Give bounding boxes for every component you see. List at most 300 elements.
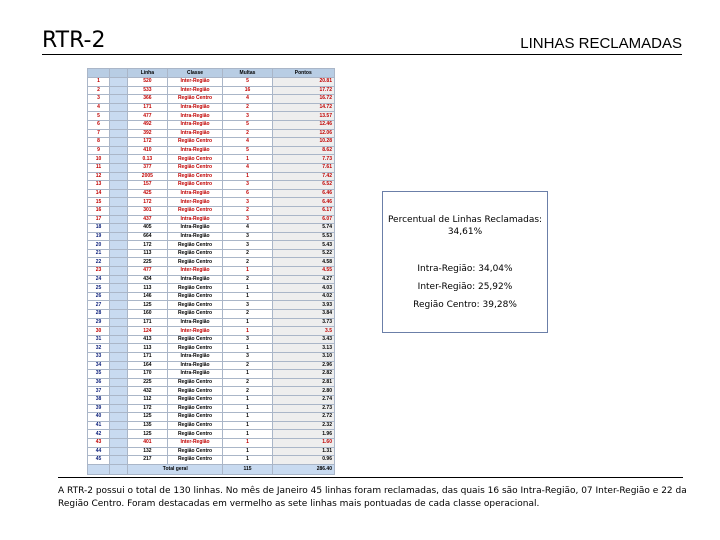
row-linha: 664 bbox=[128, 232, 168, 241]
row-multas: 3 bbox=[223, 301, 272, 310]
row-multas: 5 bbox=[223, 120, 272, 129]
row-index: 31 bbox=[88, 335, 110, 344]
row-pontos: 1.96 bbox=[272, 430, 334, 439]
row-pontos: 3.84 bbox=[272, 310, 334, 319]
table-row bbox=[88, 413, 335, 422]
row-pontos: 3.13 bbox=[272, 344, 334, 353]
table-row bbox=[88, 301, 335, 310]
row-index: 3 bbox=[88, 95, 110, 104]
row-linha: 366 bbox=[128, 95, 168, 104]
row-linha: 477 bbox=[128, 267, 168, 276]
row-pontos: 5.53 bbox=[272, 232, 334, 241]
row-classe: Região Centro bbox=[167, 163, 223, 172]
row-classe: Intra-Região bbox=[167, 120, 223, 129]
row-pontos: 3.10 bbox=[272, 353, 334, 362]
row-blank bbox=[110, 310, 128, 319]
table-row bbox=[88, 198, 335, 207]
header-index bbox=[88, 69, 110, 78]
reclamations-table bbox=[87, 68, 335, 475]
row-index: 1 bbox=[88, 78, 110, 87]
table-row bbox=[88, 232, 335, 241]
table-row bbox=[88, 378, 335, 387]
row-linha: 172 bbox=[128, 404, 168, 413]
row-index: 17 bbox=[88, 215, 110, 224]
row-blank bbox=[110, 215, 128, 224]
row-classe: Região Centro bbox=[167, 241, 223, 250]
row-pontos: 1.31 bbox=[272, 447, 334, 456]
row-classe: Inter-Região bbox=[167, 327, 223, 336]
row-pontos: 4.03 bbox=[272, 284, 334, 293]
row-index: 43 bbox=[88, 438, 110, 447]
row-blank bbox=[110, 292, 128, 301]
inter-region-percent: Inter-Região: 25,92% bbox=[417, 282, 513, 292]
table-row bbox=[88, 172, 335, 181]
row-multas: 4 bbox=[223, 95, 272, 104]
row-pontos: 13.57 bbox=[272, 112, 334, 121]
row-blank bbox=[110, 275, 128, 284]
row-classe: Intra-Região bbox=[167, 361, 223, 370]
row-multas: 3 bbox=[223, 232, 272, 241]
row-index: 37 bbox=[88, 387, 110, 396]
row-index: 10 bbox=[88, 155, 110, 164]
row-classe: Região Centro bbox=[167, 206, 223, 215]
row-multas: 4 bbox=[223, 224, 272, 233]
row-blank bbox=[110, 241, 128, 250]
row-index: 7 bbox=[88, 129, 110, 138]
row-blank bbox=[110, 249, 128, 258]
row-classe: Região Centro bbox=[167, 387, 223, 396]
row-blank bbox=[110, 181, 128, 190]
table-row bbox=[88, 224, 335, 233]
row-index: 33 bbox=[88, 353, 110, 362]
row-pontos: 12.06 bbox=[272, 129, 334, 138]
title-divider bbox=[42, 54, 682, 55]
table-total-row bbox=[88, 464, 335, 474]
table-row bbox=[88, 275, 335, 284]
table-row bbox=[88, 335, 335, 344]
row-blank bbox=[110, 198, 128, 207]
row-classe: Região Centro bbox=[167, 404, 223, 413]
table-row bbox=[88, 456, 335, 465]
row-classe: Intra-Região bbox=[167, 189, 223, 198]
row-blank bbox=[110, 224, 128, 233]
row-index: 13 bbox=[88, 181, 110, 190]
row-linha: 113 bbox=[128, 249, 168, 258]
row-index: 22 bbox=[88, 258, 110, 267]
row-linha: 113 bbox=[128, 284, 168, 293]
row-blank bbox=[110, 78, 128, 87]
table-row bbox=[88, 189, 335, 198]
table-row bbox=[88, 421, 335, 430]
row-multas: 1 bbox=[223, 370, 272, 379]
row-index: 8 bbox=[88, 138, 110, 147]
row-pontos: 6.46 bbox=[272, 198, 334, 207]
row-multas: 1 bbox=[223, 344, 272, 353]
row-linha: 492 bbox=[128, 120, 168, 129]
table-row bbox=[88, 215, 335, 224]
row-pontos: 5.43 bbox=[272, 241, 334, 250]
row-index: 6 bbox=[88, 120, 110, 129]
row-multas: 3 bbox=[223, 181, 272, 190]
table-row bbox=[88, 395, 335, 404]
row-classe: Intra-Região bbox=[167, 318, 223, 327]
table-row bbox=[88, 146, 335, 155]
row-pontos: 4.02 bbox=[272, 292, 334, 301]
row-linha: 225 bbox=[128, 378, 168, 387]
row-index: 36 bbox=[88, 378, 110, 387]
row-linha: 170 bbox=[128, 370, 168, 379]
row-pontos: 7.61 bbox=[272, 163, 334, 172]
row-classe: Região Centro bbox=[167, 430, 223, 439]
row-multas: 1 bbox=[223, 172, 272, 181]
row-linha: 392 bbox=[128, 129, 168, 138]
row-index: 21 bbox=[88, 249, 110, 258]
row-linha: 172 bbox=[128, 241, 168, 250]
row-classe: Região Centro bbox=[167, 395, 223, 404]
table-row bbox=[88, 95, 335, 104]
row-multas: 1 bbox=[223, 284, 272, 293]
row-index: 29 bbox=[88, 318, 110, 327]
table-row bbox=[88, 258, 335, 267]
row-classe: Região Centro bbox=[167, 138, 223, 147]
row-blank bbox=[110, 232, 128, 241]
row-pontos: 7.73 bbox=[272, 155, 334, 164]
row-multas: 1 bbox=[223, 456, 272, 465]
row-index: 23 bbox=[88, 267, 110, 276]
row-linha: 135 bbox=[128, 421, 168, 430]
row-linha: 125 bbox=[128, 430, 168, 439]
row-index: 15 bbox=[88, 198, 110, 207]
table-row bbox=[88, 284, 335, 293]
table-row bbox=[88, 86, 335, 95]
central-region-percent: Região Centro: 39,28% bbox=[413, 300, 517, 310]
row-pontos: 6.46 bbox=[272, 189, 334, 198]
row-blank bbox=[110, 146, 128, 155]
row-blank bbox=[110, 258, 128, 267]
row-pontos: 1.60 bbox=[272, 438, 334, 447]
table-row bbox=[88, 206, 335, 215]
table-row bbox=[88, 447, 335, 456]
row-multas: 6 bbox=[223, 189, 272, 198]
row-pontos: 3.43 bbox=[272, 335, 334, 344]
row-linha: 432 bbox=[128, 387, 168, 396]
row-classe: Inter-Região bbox=[167, 86, 223, 95]
row-classe: Região Centro bbox=[167, 284, 223, 293]
table-row bbox=[88, 404, 335, 413]
table-row bbox=[88, 267, 335, 276]
row-index: 45 bbox=[88, 456, 110, 465]
table-row bbox=[88, 249, 335, 258]
row-blank bbox=[110, 370, 128, 379]
row-blank bbox=[110, 318, 128, 327]
row-index: 5 bbox=[88, 112, 110, 121]
table-row bbox=[88, 387, 335, 396]
row-linha: 533 bbox=[128, 86, 168, 95]
header-linha: Linha bbox=[128, 69, 168, 78]
row-multas: 16 bbox=[223, 86, 272, 95]
row-blank bbox=[110, 129, 128, 138]
row-classe: Intra-Região bbox=[167, 275, 223, 284]
row-linha: 0.13 bbox=[128, 155, 168, 164]
row-pontos: 2.81 bbox=[272, 378, 334, 387]
row-linha: 437 bbox=[128, 215, 168, 224]
row-pontos: 2.32 bbox=[272, 421, 334, 430]
row-classe: Região Centro bbox=[167, 447, 223, 456]
row-index: 18 bbox=[88, 224, 110, 233]
row-classe: Região Centro bbox=[167, 456, 223, 465]
row-linha: 377 bbox=[128, 163, 168, 172]
row-multas: 2 bbox=[223, 378, 272, 387]
row-index: 2 bbox=[88, 86, 110, 95]
row-blank bbox=[110, 267, 128, 276]
row-blank bbox=[110, 335, 128, 344]
row-multas: 3 bbox=[223, 198, 272, 207]
row-multas: 1 bbox=[223, 395, 272, 404]
row-linha: 520 bbox=[128, 78, 168, 87]
row-blank bbox=[110, 395, 128, 404]
row-index: 35 bbox=[88, 370, 110, 379]
row-index: 9 bbox=[88, 146, 110, 155]
row-pontos: 17.72 bbox=[272, 86, 334, 95]
row-classe: Região Centro bbox=[167, 378, 223, 387]
row-classe: Inter-Região bbox=[167, 78, 223, 87]
table-row bbox=[88, 344, 335, 353]
row-blank bbox=[110, 387, 128, 396]
row-classe: Inter-Região bbox=[167, 438, 223, 447]
row-linha: 425 bbox=[128, 189, 168, 198]
row-multas: 2 bbox=[223, 129, 272, 138]
row-classe: Região Centro bbox=[167, 95, 223, 104]
row-index: 19 bbox=[88, 232, 110, 241]
row-blank bbox=[110, 103, 128, 112]
row-classe: Região Centro bbox=[167, 292, 223, 301]
row-index: 34 bbox=[88, 361, 110, 370]
row-linha: 401 bbox=[128, 438, 168, 447]
row-blank bbox=[110, 95, 128, 104]
table-row bbox=[88, 163, 335, 172]
header-pontos: Pontos bbox=[272, 69, 334, 78]
row-blank bbox=[110, 344, 128, 353]
row-linha: 124 bbox=[128, 327, 168, 336]
table-body bbox=[88, 78, 335, 475]
row-multas: 2 bbox=[223, 258, 272, 267]
table-row bbox=[88, 120, 335, 129]
row-index: 39 bbox=[88, 404, 110, 413]
row-linha: 146 bbox=[128, 292, 168, 301]
row-pontos: 10.28 bbox=[272, 138, 334, 147]
table-row bbox=[88, 103, 335, 112]
row-classe: Região Centro bbox=[167, 344, 223, 353]
row-multas: 2 bbox=[223, 387, 272, 396]
total-label: Total geral bbox=[128, 464, 223, 474]
table-row bbox=[88, 112, 335, 121]
row-blank bbox=[110, 301, 128, 310]
total-pontos: 286.40 bbox=[272, 464, 334, 474]
row-pontos: 3.73 bbox=[272, 318, 334, 327]
row-multas: 1 bbox=[223, 327, 272, 336]
row-classe: Intra-Região bbox=[167, 146, 223, 155]
row-multas: 3 bbox=[223, 335, 272, 344]
row-linha: 172 bbox=[128, 198, 168, 207]
row-linha: 434 bbox=[128, 275, 168, 284]
row-multas: 2 bbox=[223, 103, 272, 112]
row-classe: Intra-Região bbox=[167, 103, 223, 112]
row-index: 40 bbox=[88, 413, 110, 422]
row-pontos: 7.42 bbox=[272, 172, 334, 181]
footer-divider bbox=[58, 477, 683, 478]
row-index: 25 bbox=[88, 284, 110, 293]
row-pontos: 2.82 bbox=[272, 370, 334, 379]
row-multas: 3 bbox=[223, 112, 272, 121]
table-row bbox=[88, 241, 335, 250]
row-blank bbox=[110, 378, 128, 387]
row-linha: 160 bbox=[128, 310, 168, 319]
row-pontos: 2.73 bbox=[272, 404, 334, 413]
table-header-row bbox=[88, 69, 335, 78]
row-classe: Região Centro bbox=[167, 172, 223, 181]
row-index: 12 bbox=[88, 172, 110, 181]
row-multas: 3 bbox=[223, 215, 272, 224]
total-multas: 115 bbox=[223, 464, 272, 474]
row-index: 32 bbox=[88, 344, 110, 353]
row-linha: 171 bbox=[128, 353, 168, 362]
row-pontos: 20.81 bbox=[272, 78, 334, 87]
row-classe: Região Centro bbox=[167, 301, 223, 310]
row-index: 16 bbox=[88, 206, 110, 215]
row-classe: Inter-Região bbox=[167, 267, 223, 276]
table-row bbox=[88, 181, 335, 190]
row-blank bbox=[110, 438, 128, 447]
row-pontos: 8.62 bbox=[272, 146, 334, 155]
row-linha: 132 bbox=[128, 447, 168, 456]
row-index: 20 bbox=[88, 241, 110, 250]
row-pontos: 5.22 bbox=[272, 249, 334, 258]
row-index: 44 bbox=[88, 447, 110, 456]
row-pontos: 12.46 bbox=[272, 120, 334, 129]
row-pontos: 6.52 bbox=[272, 181, 334, 190]
table-row bbox=[88, 353, 335, 362]
row-classe: Região Centro bbox=[167, 310, 223, 319]
row-blank bbox=[110, 138, 128, 147]
row-multas: 1 bbox=[223, 438, 272, 447]
row-blank bbox=[110, 120, 128, 129]
row-blank bbox=[110, 456, 128, 465]
row-classe: Intra-Região bbox=[167, 232, 223, 241]
row-index: 11 bbox=[88, 163, 110, 172]
row-index: 24 bbox=[88, 275, 110, 284]
row-blank bbox=[110, 284, 128, 293]
row-classe: Inter-Região bbox=[167, 198, 223, 207]
table-row bbox=[88, 327, 335, 336]
row-multas: 1 bbox=[223, 421, 272, 430]
row-multas: 3 bbox=[223, 241, 272, 250]
row-linha: 301 bbox=[128, 206, 168, 215]
table-row bbox=[88, 129, 335, 138]
row-linha: 125 bbox=[128, 301, 168, 310]
row-multas: 2 bbox=[223, 310, 272, 319]
row-linha: 405 bbox=[128, 224, 168, 233]
row-linha: 171 bbox=[128, 318, 168, 327]
row-linha: 157 bbox=[128, 181, 168, 190]
row-multas: 1 bbox=[223, 430, 272, 439]
row-linha: 410 bbox=[128, 146, 168, 155]
row-blank bbox=[110, 353, 128, 362]
percent-reclaimed-label: Percentual de Linhas Reclamadas: 34,61% bbox=[387, 215, 543, 238]
row-classe: Intra-Região bbox=[167, 353, 223, 362]
row-blank bbox=[110, 421, 128, 430]
row-multas: 1 bbox=[223, 318, 272, 327]
row-linha: 113 bbox=[128, 344, 168, 353]
row-pontos: 4.55 bbox=[272, 267, 334, 276]
row-index: 30 bbox=[88, 327, 110, 336]
row-multas: 1 bbox=[223, 292, 272, 301]
row-blank bbox=[110, 206, 128, 215]
summary-box bbox=[382, 191, 548, 333]
row-multas: 1 bbox=[223, 155, 272, 164]
table-row bbox=[88, 310, 335, 319]
intra-region-percent: Intra-Região: 34,04% bbox=[417, 264, 513, 274]
row-linha: 171 bbox=[128, 103, 168, 112]
row-pontos: 0.96 bbox=[272, 456, 334, 465]
row-classe: Região Centro bbox=[167, 258, 223, 267]
row-blank bbox=[110, 430, 128, 439]
row-index: 4 bbox=[88, 103, 110, 112]
row-classe: Intra-Região bbox=[167, 112, 223, 121]
row-blank bbox=[110, 447, 128, 456]
header-classe: Classe bbox=[167, 69, 223, 78]
row-multas: 1 bbox=[223, 267, 272, 276]
row-blank bbox=[110, 327, 128, 336]
table-row bbox=[88, 292, 335, 301]
row-linha: 477 bbox=[128, 112, 168, 121]
table-row bbox=[88, 138, 335, 147]
row-classe: Região Centro bbox=[167, 421, 223, 430]
row-classe: Região Centro bbox=[167, 335, 223, 344]
row-linha: 112 bbox=[128, 395, 168, 404]
header-multas: Multas bbox=[223, 69, 272, 78]
row-pontos: 2.74 bbox=[272, 395, 334, 404]
table-row bbox=[88, 430, 335, 439]
row-blank bbox=[110, 361, 128, 370]
row-classe: Região Centro bbox=[167, 413, 223, 422]
reclamations-table-container bbox=[87, 68, 335, 472]
row-linha: 2005 bbox=[128, 172, 168, 181]
table-row bbox=[88, 361, 335, 370]
row-classe: Intra-Região bbox=[167, 370, 223, 379]
total-index bbox=[88, 464, 110, 474]
footnote-text: A RTR-2 possui o total de 130 linhas. No mês de Janeiro 45 linhas foram reclamadas, das quais 16 são Intra-Região, 07 Inter-Região e 22 da Região Centro. Foram destacadas em vermelho as sete linhas mais pontuadas de cada classe operacional. bbox=[58, 486, 687, 510]
row-blank bbox=[110, 163, 128, 172]
table-row bbox=[88, 155, 335, 164]
table-row bbox=[88, 438, 335, 447]
row-linha: 172 bbox=[128, 138, 168, 147]
row-pontos: 16.72 bbox=[272, 95, 334, 104]
row-index: 41 bbox=[88, 421, 110, 430]
row-pontos: 6.07 bbox=[272, 215, 334, 224]
row-index: 38 bbox=[88, 395, 110, 404]
row-linha: 413 bbox=[128, 335, 168, 344]
row-classe: Região Centro bbox=[167, 249, 223, 258]
row-multas: 3 bbox=[223, 353, 272, 362]
row-linha: 164 bbox=[128, 361, 168, 370]
row-index: 27 bbox=[88, 301, 110, 310]
row-multas: 1 bbox=[223, 447, 272, 456]
table-row bbox=[88, 318, 335, 327]
row-index: 14 bbox=[88, 189, 110, 198]
row-multas: 1 bbox=[223, 404, 272, 413]
row-blank bbox=[110, 189, 128, 198]
row-classe: Região Centro bbox=[167, 155, 223, 164]
